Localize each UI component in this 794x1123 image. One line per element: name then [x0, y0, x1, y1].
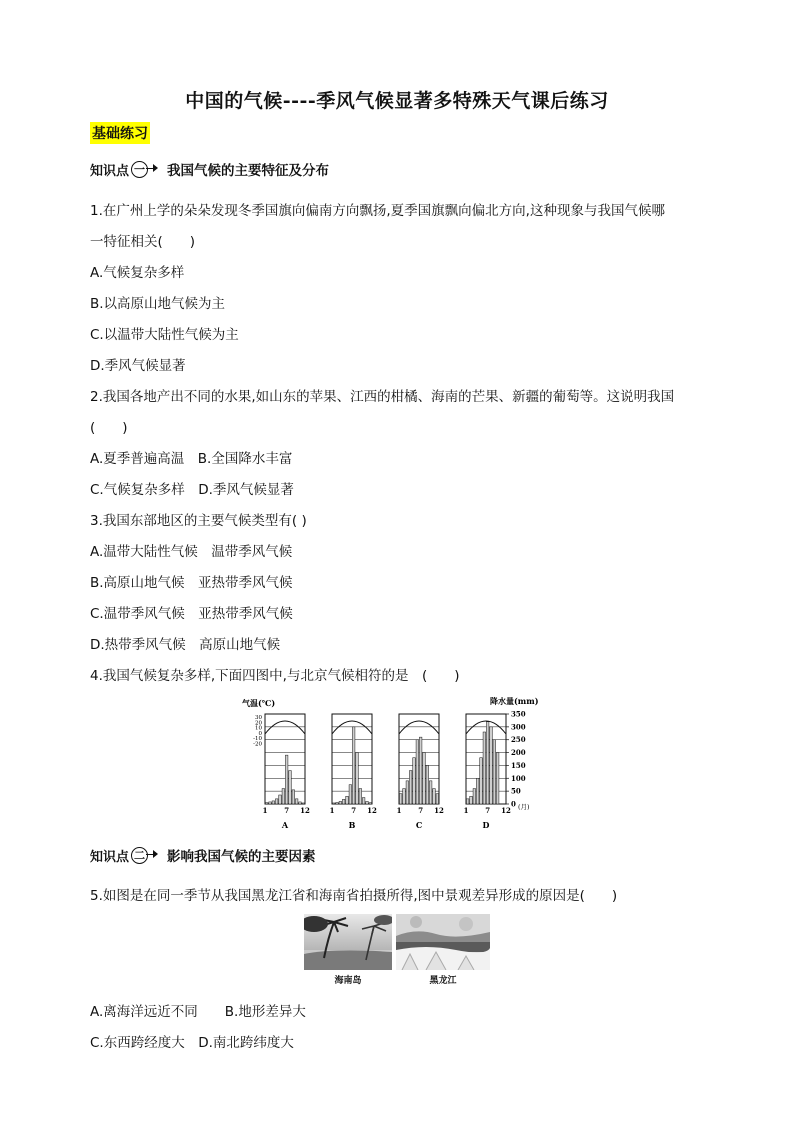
precipitation-bar [403, 789, 406, 804]
precipitation-bar [346, 796, 349, 804]
knowledge-point-label: 知识点 [90, 849, 130, 865]
precipitation-bar [275, 799, 278, 804]
climate-chart [238, 692, 558, 837]
precipitation-bar [265, 803, 268, 804]
heilongjiang-photo [396, 914, 490, 970]
precipitation-tick-label: 100 [511, 773, 526, 783]
x-tick-label: 12 [501, 806, 511, 815]
q5-option-ab: A.离海洋远近不同 B.地形差异大 [90, 1004, 306, 1020]
month-unit-label: (月) [518, 803, 530, 811]
precipitation-bar [299, 802, 302, 804]
panel-label: D [482, 820, 490, 830]
precipitation-bar [496, 753, 499, 804]
q3-option-c: C.温带季风气候 亚热带季风气候 [90, 606, 293, 622]
x-tick-label: 7 [418, 806, 424, 815]
q3-option-b: B.高原山地气候 亚热带季风气候 [90, 575, 293, 591]
temperature-tick-label: -10 [253, 736, 262, 743]
q3-option-d: D.热带季风气候 高原山地气候 [90, 637, 281, 653]
knowledge-point-badge [131, 161, 155, 177]
knowledge-point-badge [131, 847, 155, 863]
precipitation-bar [429, 781, 432, 804]
q5-option-cd: C.东西跨经度大 D.南北跨纬度大 [90, 1035, 294, 1051]
precipitation-bar [272, 801, 275, 804]
precipitation-tick-label: 350 [511, 709, 526, 719]
precipitation-bar [356, 753, 359, 804]
x-tick-label: 1 [329, 806, 335, 815]
page-title: 中国的气候----季风气候显著多特殊天气课后练习 [185, 90, 609, 112]
precipitation-tick-label: 150 [511, 760, 526, 770]
precipitation-bar [426, 765, 429, 804]
x-tick-label: 7 [284, 806, 290, 815]
precipitation-bar [473, 789, 476, 804]
precipitation-tick-label: 250 [511, 735, 526, 745]
precipitation-bar [483, 732, 486, 804]
precipitation-bar [433, 789, 436, 804]
knowledge-point-heading: 我国气候的主要特征及分布 [167, 163, 330, 179]
x-tick-label: 1 [463, 806, 469, 815]
precipitation-tick-label: 0 [511, 799, 516, 809]
precipitation-bar [493, 740, 496, 804]
precipitation-bar [269, 802, 272, 804]
temperature-tick-label: -20 [253, 741, 262, 748]
x-tick-label: 1 [262, 806, 268, 815]
precipitation-bar [413, 758, 416, 804]
temperature-curve [332, 721, 372, 734]
x-tick-label: 7 [351, 806, 357, 815]
knowledge-point-number: 一 [131, 161, 148, 178]
q3-stem: 3.我国东部地区的主要气候类型有( ) [90, 513, 307, 529]
precipitation-tick-label: 300 [511, 722, 526, 732]
temperature-tick-label: 10 [255, 725, 262, 732]
precipitation-bar [289, 771, 292, 804]
hainan-caption: 海南岛 [334, 976, 362, 986]
precipitation-tick-label: 200 [511, 748, 526, 758]
precipitation-bar [490, 727, 493, 804]
q2-stem-line1: 2.我国各地产出不同的水果,如山东的苹果、江西的柑橘、海南的芒果、新疆的葡萄等。这说明我国 [90, 389, 675, 405]
precipitation-bar [342, 799, 345, 804]
knowledge-point-heading: 影响我国气候的主要因素 [167, 849, 316, 865]
precipitation-bar [302, 803, 305, 804]
precipitation-tick-label: 50 [511, 786, 521, 796]
panel-label: A [281, 820, 289, 830]
precipitation-bar [466, 799, 469, 804]
x-tick-label: 1 [396, 806, 402, 815]
precipitation-bar [282, 789, 285, 804]
precipitation-bar [362, 798, 365, 804]
hainan-photo [304, 914, 392, 970]
q1-stem-line1: 1.在广州上学的朵朵发现冬季国旗向偏南方向飘扬,夏季国旗飘向偏北方向,这种现象与我国气候哪 [90, 203, 665, 219]
q1-option-c: C.以温带大陆性气候为主 [90, 327, 239, 343]
precipitation-bar [369, 803, 372, 804]
q2-option-cd: C.气候复杂多样 D.季风气候显著 [90, 482, 294, 498]
panel-label: B [348, 820, 356, 830]
precipitation-bar [359, 789, 362, 804]
precipitation-bar [352, 727, 355, 804]
precipitation-bar [486, 722, 489, 804]
precipitation-bar [349, 785, 352, 804]
precipitation-bar [409, 771, 412, 804]
x-tick-label: 7 [485, 806, 491, 815]
precipitation-bar [416, 740, 419, 804]
temperature-tick-label: 30 [255, 715, 262, 721]
q1-stem-line2: 一特征相关( ) [90, 234, 196, 250]
heilongjiang-caption: 黑龙江 [429, 976, 457, 986]
q1-option-b: B.以高原山地气候为主 [90, 296, 226, 312]
precipitation-bar [406, 781, 409, 804]
q4-stem: 4.我国气候复杂多样,下面四图中,与北京气候相符的是 ( ) [90, 668, 460, 684]
precipitation-bar [436, 794, 439, 804]
precipitation-bar [336, 802, 339, 804]
panel-label: C [415, 820, 423, 830]
x-tick-label: 12 [434, 806, 444, 815]
q5-stem: 5.如图是在同一季节从我国黑龙江省和海南省拍摄所得,图中景观差异形成的原因是( ) [90, 888, 618, 904]
x-tick-label: 12 [367, 806, 377, 815]
precipitation-axis-label: 降水量(mm) [490, 696, 539, 706]
precipitation-bar [480, 758, 483, 804]
precipitation-bar [279, 795, 282, 804]
x-tick-label: 12 [300, 806, 310, 815]
q3-option-a: A.温带大陆性气候 温带季风气候 [90, 544, 293, 560]
q2-option-ab: A.夏季普遍高温 B.全国降水丰富 [90, 451, 293, 467]
precipitation-bar [332, 803, 335, 804]
precipitation-bar [399, 794, 402, 804]
q1-option-d: D.季风气候显著 [90, 358, 186, 374]
q2-stem-line2: ( ) [90, 420, 128, 436]
temperature-curve [265, 721, 305, 734]
precipitation-bar [285, 755, 288, 804]
knowledge-point-1 [90, 159, 329, 179]
precipitation-bar [295, 799, 298, 804]
precipitation-bar [470, 796, 473, 804]
precipitation-bar [366, 801, 369, 804]
q1-option-a: A.气候复杂多样 [90, 265, 185, 281]
precipitation-bar [292, 790, 295, 804]
knowledge-point-2 [90, 845, 316, 865]
temperature-tick-label: 20 [255, 720, 262, 727]
temperature-axis-label: 气温(℃) [242, 698, 276, 708]
section-label: 基础练习 [90, 122, 150, 144]
precipitation-bar [419, 737, 422, 804]
precipitation-bar [339, 801, 342, 804]
knowledge-point-number: 二 [131, 847, 148, 864]
temperature-curve [466, 721, 506, 734]
precipitation-bar [423, 753, 426, 804]
temperature-curve [399, 721, 439, 734]
knowledge-point-label: 知识点 [90, 163, 130, 179]
precipitation-bar [476, 778, 479, 804]
temperature-tick-label: 0 [258, 730, 262, 737]
